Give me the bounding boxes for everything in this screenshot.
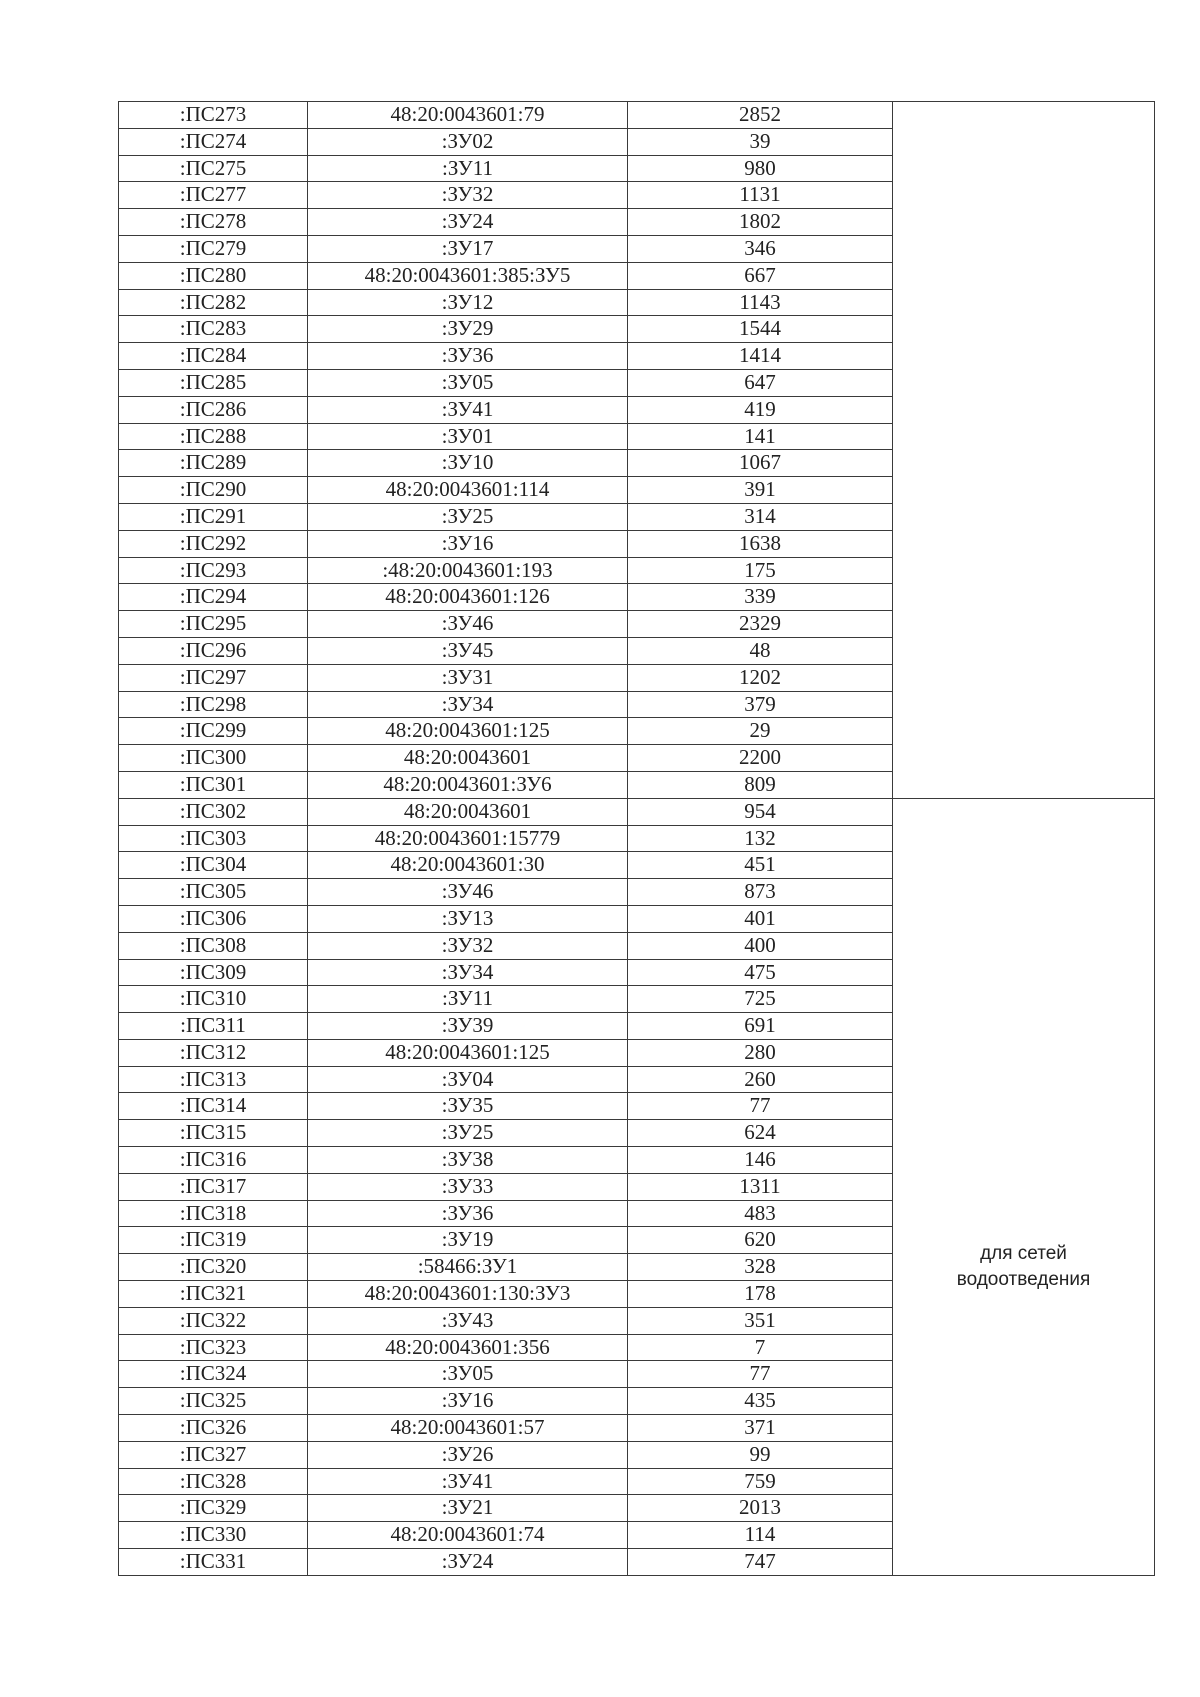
cell-area: 1638 [628, 530, 893, 557]
cell-cadastral-number: :ЗУ01 [308, 423, 628, 450]
cell-area: 29 [628, 718, 893, 745]
cell-plot-number: :ПС285 [119, 369, 308, 396]
cell-plot-number: :ПС317 [119, 1173, 308, 1200]
cell-area: 314 [628, 503, 893, 530]
cell-plot-number: :ПС300 [119, 745, 308, 772]
cell-area: 2200 [628, 745, 893, 772]
cell-plot-number: :ПС277 [119, 182, 308, 209]
cell-area: 146 [628, 1147, 893, 1174]
cell-plot-number: :ПС312 [119, 1039, 308, 1066]
cell-plot-number: :ПС320 [119, 1254, 308, 1281]
cell-plot-number: :ПС330 [119, 1522, 308, 1549]
cell-area: 77 [628, 1361, 893, 1388]
cell-cadastral-number: :ЗУ25 [308, 1120, 628, 1147]
cell-cadastral-number: :ЗУ04 [308, 1066, 628, 1093]
cell-area: 980 [628, 155, 893, 182]
cell-area: 451 [628, 852, 893, 879]
cell-plot-number: :ПС280 [119, 262, 308, 289]
cell-area: 99 [628, 1441, 893, 1468]
cell-cadastral-number: :ЗУ02 [308, 128, 628, 155]
cell-plot-number: :ПС278 [119, 209, 308, 236]
cell-plot-number: :ПС302 [119, 798, 308, 825]
cell-plot-number: :ПС326 [119, 1415, 308, 1442]
cell-cadastral-number: 48:20:0043601:57 [308, 1415, 628, 1442]
cell-cadastral-number: :ЗУ38 [308, 1147, 628, 1174]
cell-cadastral-number: 48:20:0043601:130:ЗУ3 [308, 1281, 628, 1308]
cell-area: 691 [628, 1013, 893, 1040]
table-row [119, 798, 1155, 825]
cell-area: 1143 [628, 289, 893, 316]
cell-area: 809 [628, 771, 893, 798]
cell-cadastral-number: :ЗУ19 [308, 1227, 628, 1254]
cell-plot-number: :ПС321 [119, 1281, 308, 1308]
cell-cadastral-number: :ЗУ43 [308, 1307, 628, 1334]
cell-area: 1802 [628, 209, 893, 236]
cell-area: 339 [628, 584, 893, 611]
cell-plot-number: :ПС316 [119, 1147, 308, 1174]
cell-cadastral-number: :ЗУ24 [308, 1549, 628, 1576]
cell-area: 873 [628, 879, 893, 906]
cell-plot-number: :ПС309 [119, 959, 308, 986]
cell-cadastral-number: :ЗУ45 [308, 637, 628, 664]
cell-plot-number: :ПС274 [119, 128, 308, 155]
cell-plot-number: :ПС296 [119, 637, 308, 664]
purpose-line: водоотведения [956, 1268, 1091, 1290]
cell-purpose [893, 102, 1155, 799]
cell-plot-number: :ПС282 [119, 289, 308, 316]
cell-area: 379 [628, 691, 893, 718]
cell-area: 141 [628, 423, 893, 450]
cell-cadastral-number: :ЗУ41 [308, 396, 628, 423]
cell-area: 351 [628, 1307, 893, 1334]
cell-area: 401 [628, 905, 893, 932]
cell-area: 328 [628, 1254, 893, 1281]
cell-cadastral-number: 48:20:0043601:ЗУ6 [308, 771, 628, 798]
cell-plot-number: :ПС318 [119, 1200, 308, 1227]
cell-cadastral-number: :ЗУ31 [308, 664, 628, 691]
cell-area: 1131 [628, 182, 893, 209]
table-row [119, 102, 1155, 129]
cell-cadastral-number: 48:20:0043601:126 [308, 584, 628, 611]
cell-area: 1067 [628, 450, 893, 477]
cell-cadastral-number: :ЗУ25 [308, 503, 628, 530]
cell-plot-number: :ПС319 [119, 1227, 308, 1254]
cell-area: 1414 [628, 343, 893, 370]
cell-area: 2329 [628, 611, 893, 638]
cell-plot-number: :ПС293 [119, 557, 308, 584]
cell-plot-number: :ПС286 [119, 396, 308, 423]
cell-area: 114 [628, 1522, 893, 1549]
cell-area: 346 [628, 235, 893, 262]
cell-cadastral-number: 48:20:0043601:74 [308, 1522, 628, 1549]
cell-area: 747 [628, 1549, 893, 1576]
cell-cadastral-number: :ЗУ32 [308, 932, 628, 959]
purpose-text [893, 1081, 1154, 1293]
cell-plot-number: :ПС283 [119, 316, 308, 343]
cell-cadastral-number: :58466:ЗУ1 [308, 1254, 628, 1281]
cell-plot-number: :ПС308 [119, 932, 308, 959]
cell-plot-number: :ПС311 [119, 1013, 308, 1040]
cell-plot-number: :ПС284 [119, 343, 308, 370]
cell-area: 475 [628, 959, 893, 986]
cell-cadastral-number: 48:20:0043601 [308, 745, 628, 772]
cell-plot-number: :ПС315 [119, 1120, 308, 1147]
cell-cadastral-number: :ЗУ24 [308, 209, 628, 236]
cell-area: 620 [628, 1227, 893, 1254]
cell-plot-number: :ПС323 [119, 1334, 308, 1361]
cell-area: 39 [628, 128, 893, 155]
cell-plot-number: :ПС291 [119, 503, 308, 530]
cell-plot-number: :ПС324 [119, 1361, 308, 1388]
cell-cadastral-number: 48:20:0043601:125 [308, 1039, 628, 1066]
cell-area: 400 [628, 932, 893, 959]
cell-plot-number: :ПС328 [119, 1468, 308, 1495]
cell-area: 1202 [628, 664, 893, 691]
cell-cadastral-number: :ЗУ35 [308, 1093, 628, 1120]
cell-plot-number: :ПС292 [119, 530, 308, 557]
cell-plot-number: :ПС298 [119, 691, 308, 718]
cell-cadastral-number: :ЗУ46 [308, 611, 628, 638]
cell-area: 2852 [628, 102, 893, 129]
cell-plot-number: :ПС325 [119, 1388, 308, 1415]
cell-cadastral-number: :48:20:0043601:193 [308, 557, 628, 584]
cell-area: 759 [628, 1468, 893, 1495]
cell-plot-number: :ПС303 [119, 825, 308, 852]
cell-plot-number: :ПС289 [119, 450, 308, 477]
cell-plot-number: :ПС294 [119, 584, 308, 611]
cell-plot-number: :ПС322 [119, 1307, 308, 1334]
cell-area: 725 [628, 986, 893, 1013]
cell-area: 435 [628, 1388, 893, 1415]
cell-cadastral-number: :ЗУ05 [308, 1361, 628, 1388]
cell-area: 7 [628, 1334, 893, 1361]
cell-plot-number: :ПС305 [119, 879, 308, 906]
cell-plot-number: :ПС304 [119, 852, 308, 879]
cell-cadastral-number: 48:20:0043601:15779 [308, 825, 628, 852]
cell-area: 178 [628, 1281, 893, 1308]
cell-area: 2013 [628, 1495, 893, 1522]
cell-cadastral-number: :ЗУ46 [308, 879, 628, 906]
cell-cadastral-number: :ЗУ41 [308, 1468, 628, 1495]
cell-cadastral-number: :ЗУ11 [308, 155, 628, 182]
cell-area: 647 [628, 369, 893, 396]
cell-area: 371 [628, 1415, 893, 1442]
cell-cadastral-number: :ЗУ05 [308, 369, 628, 396]
cell-cadastral-number: 48:20:0043601 [308, 798, 628, 825]
cell-area: 667 [628, 262, 893, 289]
cell-plot-number: :ПС314 [119, 1093, 308, 1120]
cell-cadastral-number: 48:20:0043601:30 [308, 852, 628, 879]
purpose-line: для сетей [980, 1242, 1067, 1264]
cell-plot-number: :ПС299 [119, 718, 308, 745]
cell-plot-number: :ПС313 [119, 1066, 308, 1093]
cell-cadastral-number: :ЗУ34 [308, 691, 628, 718]
cell-area: 48 [628, 637, 893, 664]
cell-plot-number: :ПС295 [119, 611, 308, 638]
cell-cadastral-number: :ЗУ32 [308, 182, 628, 209]
cell-cadastral-number: :ЗУ33 [308, 1173, 628, 1200]
cell-cadastral-number: :ЗУ17 [308, 235, 628, 262]
cell-plot-number: :ПС279 [119, 235, 308, 262]
cell-cadastral-number: :ЗУ39 [308, 1013, 628, 1040]
cell-plot-number: :ПС331 [119, 1549, 308, 1576]
servitude-table [118, 101, 1155, 1576]
cell-plot-number: :ПС310 [119, 986, 308, 1013]
table-body [119, 102, 1155, 1576]
cell-cadastral-number: 48:20:0043601:125 [308, 718, 628, 745]
cell-cadastral-number: :ЗУ13 [308, 905, 628, 932]
cell-cadastral-number: :ЗУ21 [308, 1495, 628, 1522]
cell-area: 954 [628, 798, 893, 825]
cell-plot-number: :ПС273 [119, 102, 308, 129]
cell-cadastral-number: :ЗУ16 [308, 1388, 628, 1415]
cell-cadastral-number: 48:20:0043601:114 [308, 477, 628, 504]
cell-plot-number: :ПС290 [119, 477, 308, 504]
cell-purpose [893, 798, 1155, 1575]
cell-cadastral-number: :ЗУ26 [308, 1441, 628, 1468]
cell-plot-number: :ПС301 [119, 771, 308, 798]
cell-cadastral-number: :ЗУ16 [308, 530, 628, 557]
cell-plot-number: :ПС288 [119, 423, 308, 450]
cell-cadastral-number: 48:20:0043601:79 [308, 102, 628, 129]
cell-cadastral-number: :ЗУ29 [308, 316, 628, 343]
cell-area: 1544 [628, 316, 893, 343]
cell-area: 1311 [628, 1173, 893, 1200]
cell-plot-number: :ПС297 [119, 664, 308, 691]
cell-area: 483 [628, 1200, 893, 1227]
cell-cadastral-number: :ЗУ36 [308, 1200, 628, 1227]
cell-area: 624 [628, 1120, 893, 1147]
cell-cadastral-number: 48:20:0043601:385:ЗУ5 [308, 262, 628, 289]
cell-cadastral-number: 48:20:0043601:356 [308, 1334, 628, 1361]
cell-plot-number: :ПС329 [119, 1495, 308, 1522]
cell-cadastral-number: :ЗУ34 [308, 959, 628, 986]
cell-area: 260 [628, 1066, 893, 1093]
cell-plot-number: :ПС306 [119, 905, 308, 932]
cell-area: 77 [628, 1093, 893, 1120]
cell-cadastral-number: :ЗУ36 [308, 343, 628, 370]
cell-area: 280 [628, 1039, 893, 1066]
cell-area: 175 [628, 557, 893, 584]
cell-plot-number: :ПС327 [119, 1441, 308, 1468]
cell-cadastral-number: :ЗУ11 [308, 986, 628, 1013]
cell-area: 419 [628, 396, 893, 423]
cell-area: 391 [628, 477, 893, 504]
cell-cadastral-number: :ЗУ12 [308, 289, 628, 316]
cell-cadastral-number: :ЗУ10 [308, 450, 628, 477]
cell-plot-number: :ПС275 [119, 155, 308, 182]
cell-area: 132 [628, 825, 893, 852]
